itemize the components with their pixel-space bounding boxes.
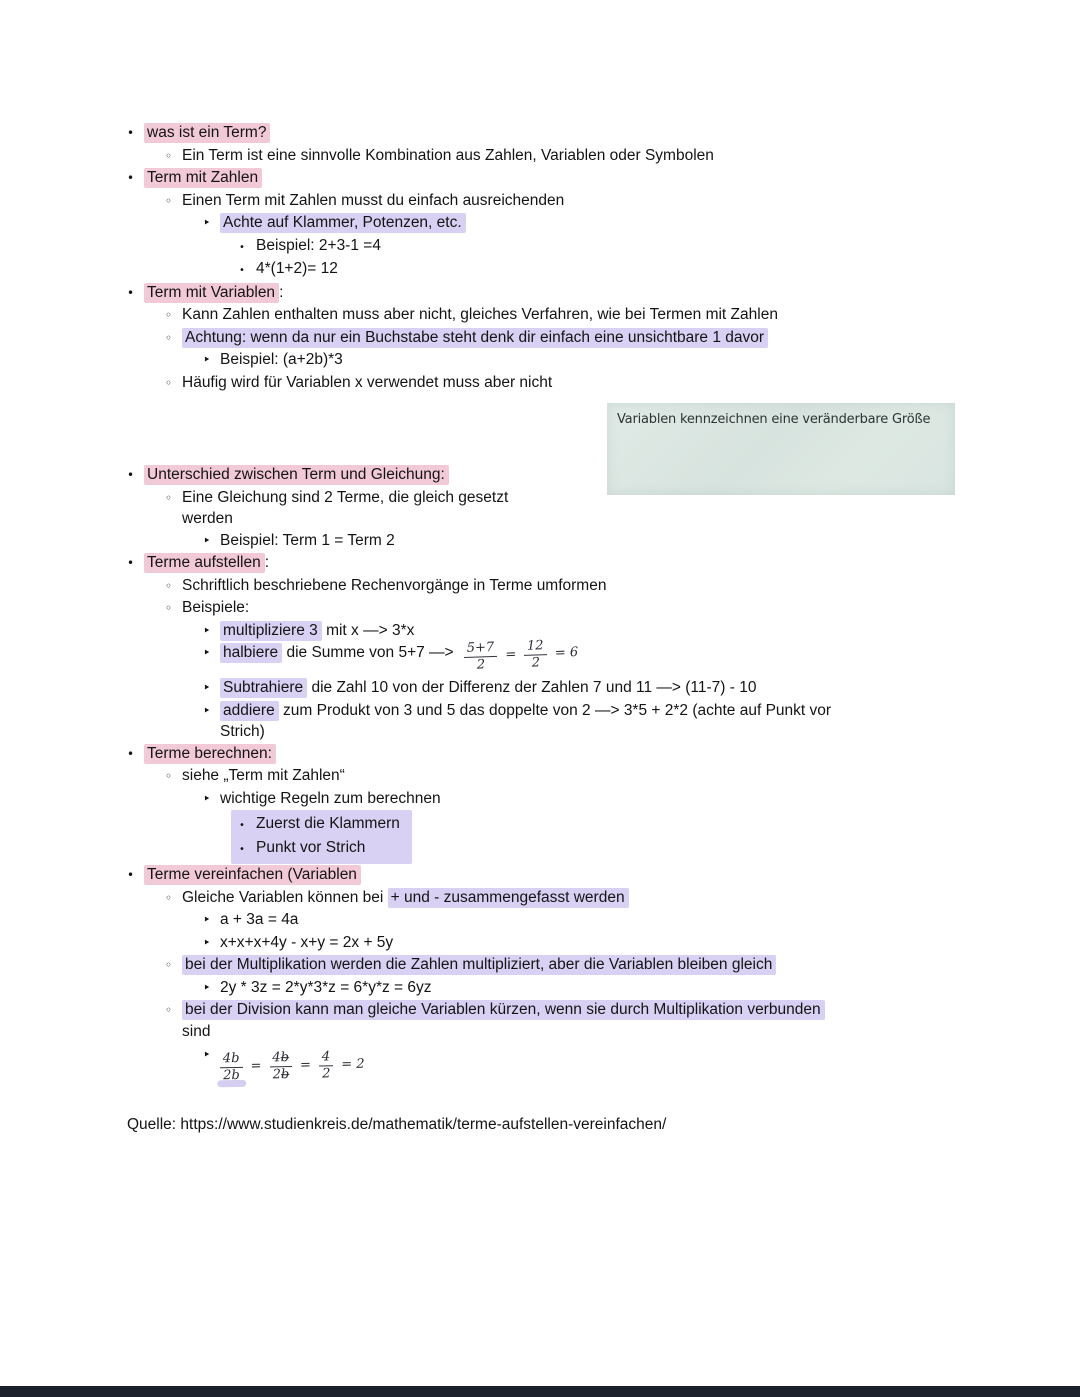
outline-line — [203, 700, 959, 743]
bullet-icon — [127, 864, 144, 887]
bullet-icon — [203, 700, 220, 723]
text-segment: a + 3a = 4a — [220, 911, 299, 929]
bullet-icon — [165, 487, 182, 510]
outline-line — [165, 765, 959, 788]
bullet-icon — [203, 212, 220, 235]
handwritten-fraction: $\frac{5+7}{2}$ — [463, 641, 497, 672]
bullet-icon — [239, 258, 256, 282]
highlighted-text: addiere — [220, 701, 279, 721]
heading-text: Terme vereinfachen (Variablen — [144, 865, 361, 885]
text-segment: Schriftlich beschriebene Rechenvorgänge in Terme umformen — [182, 576, 607, 594]
highlighted-text: multipliziere 3 — [220, 621, 322, 641]
highlighted-text: + und - zusammengefasst werden — [388, 888, 629, 908]
bullet-icon — [165, 304, 182, 327]
bullet-icon — [203, 909, 220, 932]
bullet-icon — [203, 977, 220, 1000]
text-segment: Beispiel: 2+3-1 =4 — [256, 236, 381, 254]
text-segment: Gleiche Variablen können bei — [182, 888, 388, 906]
bullet-icon — [239, 235, 256, 259]
bullet-icon — [203, 642, 220, 665]
highlighted-text: halbiere — [220, 643, 282, 663]
text-segment: siehe „Term mit Zahlen“ — [182, 767, 345, 785]
text-segment: mit x —> 3*x — [321, 621, 415, 639]
text-segment: Ein Term ist eine sinnvolle Kombination aus Zahlen, Variablen oder Symbolen — [182, 146, 714, 164]
text-segment: 4*(1+2)= 12 — [256, 260, 338, 277]
bullet-icon — [203, 349, 220, 372]
heading-text: Term mit Variablen — [144, 283, 279, 303]
outline-line — [165, 999, 959, 1042]
outline-line — [203, 620, 959, 643]
text-segment: x+x+x+4y - x+y = 2x + 5y — [220, 933, 394, 951]
heading-text: Terme aufstellen — [144, 553, 265, 573]
outline-heading-line — [127, 122, 959, 145]
outline-line — [239, 813, 400, 837]
text-segment: Eine Gleichung sind 2 Terme, die gleich gesetzt — [182, 488, 509, 506]
bullet-icon — [165, 372, 182, 395]
text-segment: 2y * 3z = 2*y*3*z = 6*y*z = 6yz — [220, 978, 432, 996]
bullet-icon — [203, 1044, 220, 1067]
heading-text: Term mit Zahlen — [144, 168, 262, 188]
bullet-icon — [127, 464, 144, 487]
text-segment: die Zahl 10 von der Differenz der Zahlen 7 und 11 —> (11-7) - 10 — [307, 679, 757, 697]
bullet-icon — [127, 167, 144, 190]
outline-heading-line — [127, 167, 959, 190]
bullet-icon — [165, 327, 182, 350]
bullet-icon — [165, 999, 182, 1022]
outline-heading-line — [127, 282, 959, 305]
bullet-icon — [165, 887, 182, 910]
viewer-bottom-bar — [0, 1386, 1080, 1397]
bullet-icon — [203, 788, 220, 811]
outline-line — [165, 372, 959, 395]
outline-line — [165, 887, 959, 910]
bullet-icon — [127, 122, 144, 145]
bullet-icon — [239, 813, 256, 837]
highlighted-text: bei der Division kann man gleiche Variablen kürzen, wenn sie durch Multiplikation verbunden — [182, 1000, 825, 1020]
text-segment: Beispiel: Term 1 = Term 2 — [220, 531, 395, 549]
text-segment: Beispiele: — [182, 599, 250, 616]
outline-line — [165, 575, 959, 598]
outline-line — [203, 212, 959, 235]
outline-line — [239, 235, 959, 259]
text-segment: Einen Term mit Zahlen musst du einfach ausreichenden — [182, 191, 565, 209]
bullet-icon — [165, 954, 182, 977]
outline-heading-line — [127, 552, 959, 575]
bullet-icon — [239, 837, 256, 861]
outline-line — [165, 954, 959, 977]
heading-text: Terme berechnen: — [144, 744, 276, 764]
text-segment: Kann Zahlen enthalten muss aber nicht, gleiches Verfahren, wie bei Termen mit Zahlen — [182, 306, 778, 323]
handwritten-math: $\frac{5+7}{2}$ = $\frac{12}{2}$ = 6 — [463, 638, 579, 672]
bullet-icon — [165, 765, 182, 788]
text-segment: : — [264, 554, 270, 571]
notes-outline — [127, 122, 959, 1136]
bullet-icon — [127, 282, 144, 305]
bullet-icon — [165, 145, 182, 168]
text-segment: zum Produkt von 3 und 5 das doppelte von 2 —> 3*5 + 2*2 (achte auf Punkt vor — [278, 701, 832, 719]
handwritten-fraction: $\frac{4b}{2b}$ — [269, 1051, 292, 1082]
heading-text: was ist ein Term? — [144, 123, 270, 143]
highlight-box — [231, 810, 412, 864]
bullet-icon — [127, 552, 144, 575]
outline-line — [165, 145, 959, 168]
outline-line — [165, 190, 959, 213]
text-segment: : — [279, 283, 284, 301]
outline-line — [203, 530, 959, 553]
highlighted-text: Achte auf Klammer, Potenzen, etc. — [220, 213, 466, 233]
text-segment: wichtige Regeln zum berechnen — [220, 789, 441, 807]
handwritten-math: $\frac{4b}{2b}$ = $\frac{4b}{2b}$ = $\frac{4}{2}$ = 2 — [220, 1049, 366, 1084]
bullet-icon — [203, 677, 220, 700]
text-segment: die Summe von 5+7 —> — [282, 644, 454, 661]
bullet-icon — [127, 743, 144, 766]
outline-line — [203, 788, 959, 811]
bullet-icon — [165, 597, 182, 620]
outline-line — [165, 304, 959, 327]
sticky-note-text: Variablen kennzeichnen eine veränderbare Größe — [617, 412, 931, 427]
bullet-icon — [203, 530, 220, 553]
handwritten-fraction: $\frac{4b}{2b}$ — [220, 1052, 243, 1083]
outline-line — [165, 597, 959, 620]
outline-line — [203, 1044, 959, 1084]
outline-line — [203, 909, 959, 932]
outline-heading-line — [127, 743, 959, 766]
bullet-icon — [165, 190, 182, 213]
source-line: Quelle: https://www.studienkreis.de/mathematik/terme-aufstellen-vereinfachen/ — [127, 1116, 667, 1134]
bullet-icon — [165, 575, 182, 598]
text-segment: werden — [182, 510, 233, 527]
outline-line — [203, 677, 959, 700]
handwritten-fraction: $\frac{12}{2}$ — [523, 639, 547, 670]
bullet-icon — [203, 620, 220, 643]
handwritten-fraction: $\frac{4}{2}$ — [319, 1051, 334, 1082]
outline-line — [165, 327, 959, 350]
outline-line — [203, 349, 959, 372]
text-segment: Punkt vor Strich — [256, 838, 366, 856]
highlighted-text: Subtrahiere — [220, 678, 307, 698]
text-segment: Häufig wird für Variablen x verwendet muss aber nicht — [182, 373, 553, 391]
heading-text: Unterschied zwischen Term und Gleichung: — [144, 465, 449, 485]
outline-line — [239, 837, 400, 861]
text-segment: Beispiel: (a+2b)*3 — [220, 351, 343, 368]
bullet-icon — [203, 932, 220, 955]
outline-line — [203, 977, 959, 1000]
text-segment: Zuerst die Klammern — [256, 815, 400, 833]
text-segment: sind — [182, 1022, 211, 1040]
outline-line — [203, 932, 959, 955]
highlighted-text: bei der Multiplikation werden die Zahlen multipliziert, aber die Variablen bleiben gleich — [182, 955, 776, 975]
outline-line — [239, 258, 959, 282]
sticky-note — [607, 403, 955, 495]
outline-line — [203, 638, 959, 677]
outline-heading-line — [127, 864, 959, 887]
highlighted-text: Achtung: wenn da nur ein Buchstabe steht denk dir einfach eine unsichtbare 1 davor — [182, 328, 768, 348]
text-segment: Strich) — [220, 723, 265, 741]
